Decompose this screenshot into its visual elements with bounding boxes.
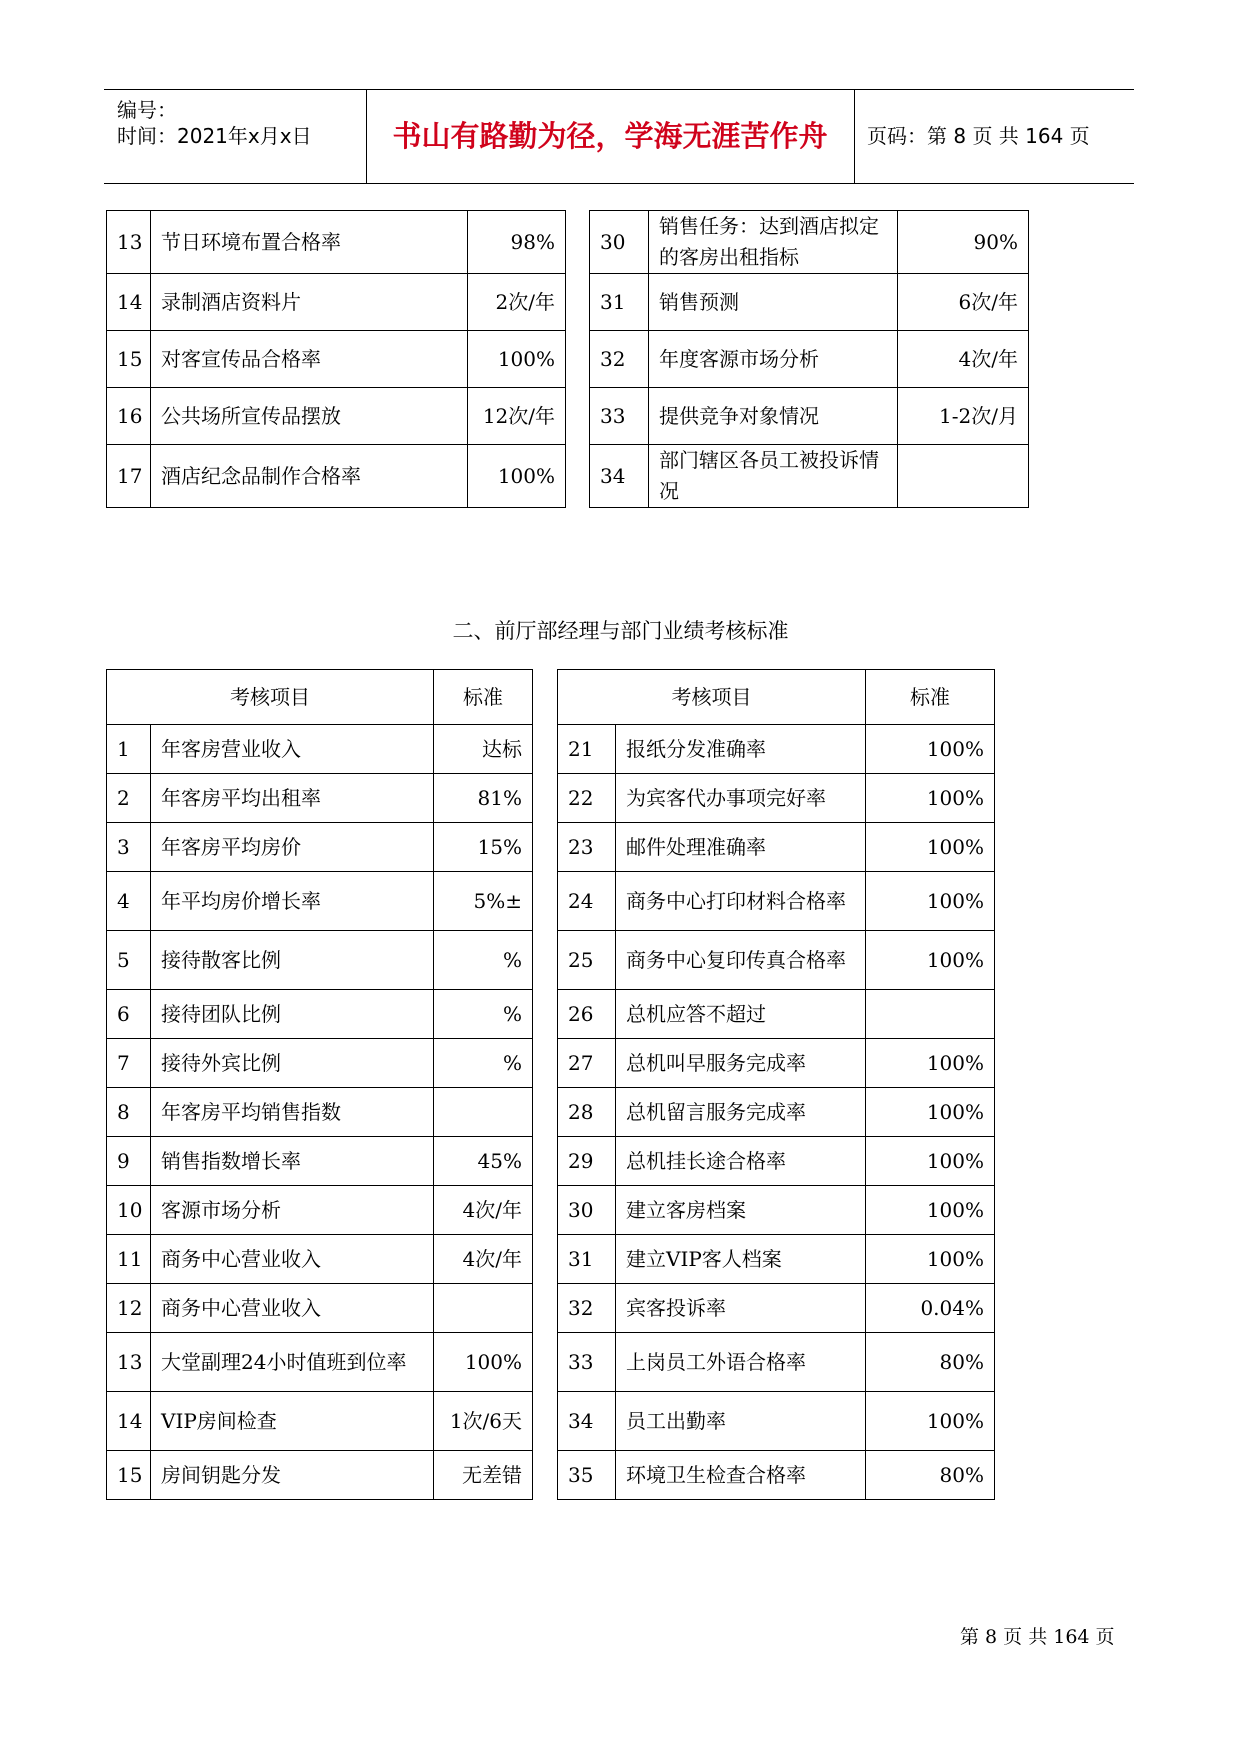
table-row (107, 1284, 995, 1333)
item-right: 员工出勤率 (616, 1392, 866, 1451)
section-title: 二、前厅部经理与部门业绩考核标准 (452, 619, 789, 643)
standard-left: 100% (434, 1333, 533, 1392)
column-gap (533, 990, 558, 1039)
item-right: 总机叫早服务完成率 (616, 1039, 866, 1088)
column-gap (533, 872, 558, 931)
item-right: 总机挂长途合格率 (616, 1137, 866, 1186)
row-number-right: 32 (558, 1284, 616, 1333)
standard-right: 80% (866, 1451, 995, 1500)
standard-left (434, 1088, 533, 1137)
item-right: 报纸分发准确率 (616, 725, 866, 774)
table-row (107, 1451, 995, 1500)
table-row (107, 445, 1029, 508)
table-row (107, 1088, 995, 1137)
column-gap (533, 725, 558, 774)
column-gap (533, 1137, 558, 1186)
item-left: 酒店纪念品制作合格率 (151, 445, 468, 508)
item-right: 商务中心打印材料合格率 (616, 872, 866, 931)
standard-left: 98% (468, 211, 566, 274)
table-row (107, 274, 1029, 331)
standard-right: 100% (866, 1392, 995, 1451)
number-label: 编号： (117, 98, 177, 122)
item-left: 节日环境布置合格率 (151, 211, 468, 274)
standard-right (866, 990, 995, 1039)
item-left: 大堂副理24小时值班到位率 (151, 1333, 434, 1392)
standard-right: 100% (866, 774, 995, 823)
standard-left: 2次/年 (468, 274, 566, 331)
row-number-left: 12 (107, 1284, 151, 1333)
row-number-left: 16 (107, 388, 151, 445)
column-gap (533, 1088, 558, 1137)
column-gap (533, 1451, 558, 1500)
table-row (107, 211, 1029, 274)
standard-right: 100% (866, 725, 995, 774)
column-gap (533, 1392, 558, 1451)
standard-right: 80% (866, 1333, 995, 1392)
row-number-left: 10 (107, 1186, 151, 1235)
standard-right: 4次/年 (898, 331, 1029, 388)
item-right: 邮件处理准确率 (616, 823, 866, 872)
row-number-right: 23 (558, 823, 616, 872)
row-number-left: 15 (107, 331, 151, 388)
table-row (107, 1392, 995, 1451)
row-number-right: 30 (558, 1186, 616, 1235)
row-number-right: 26 (558, 990, 616, 1039)
row-number-right: 35 (558, 1451, 616, 1500)
header-motto: 书山有路勤为径，学海无涯苦作舟 (392, 119, 828, 153)
table-row (107, 725, 995, 774)
item-right: 商务中心复印传真合格率 (616, 931, 866, 990)
item-left: 年客房平均出租率 (151, 774, 434, 823)
row-number-left: 11 (107, 1235, 151, 1284)
table-row (107, 931, 995, 990)
table-row (107, 990, 995, 1039)
kpi-table-continued (106, 210, 1029, 508)
item-left: 年客房平均销售指数 (151, 1088, 434, 1137)
item-right: 部门辖区各员工被投诉情况 (649, 445, 898, 508)
standard-right: 1-2次/月 (898, 388, 1029, 445)
header-meta (104, 90, 367, 183)
standard-left: 无差错 (434, 1451, 533, 1500)
standard-right: 100% (866, 823, 995, 872)
row-number-right: 22 (558, 774, 616, 823)
item-left: 年平均房价增长率 (151, 872, 434, 931)
item-left: 房间钥匙分发 (151, 1451, 434, 1500)
header-item-left: 考核项目 (107, 670, 434, 725)
standard-left: 达标 (434, 725, 533, 774)
item-left: 年客房营业收入 (151, 725, 434, 774)
header-std-left: 标准 (434, 670, 533, 725)
row-number-right: 31 (590, 274, 649, 331)
front-office-kpi-table (106, 669, 995, 1500)
standard-left: 15% (434, 823, 533, 872)
standard-left: 100% (468, 445, 566, 508)
table-row (107, 774, 995, 823)
standard-left (434, 1284, 533, 1333)
row-number-left: 17 (107, 445, 151, 508)
column-gap (533, 1284, 558, 1333)
row-number-right: 33 (558, 1333, 616, 1392)
item-right: 宾客投诉率 (616, 1284, 866, 1333)
standard-right: 100% (866, 1088, 995, 1137)
page-header (104, 89, 1134, 184)
standard-right: 100% (866, 1137, 995, 1186)
row-number-right: 31 (558, 1235, 616, 1284)
standard-right: 90% (898, 211, 1029, 274)
column-gap (533, 931, 558, 990)
column-gap (533, 823, 558, 872)
page-code: 页码：第 8 页 共 164 页 (867, 124, 1090, 148)
standard-left: 81% (434, 774, 533, 823)
standard-left: 100% (468, 331, 566, 388)
row-number-right: 21 (558, 725, 616, 774)
row-number-left: 7 (107, 1039, 151, 1088)
row-number-right: 29 (558, 1137, 616, 1186)
item-left: 对客宣传品合格率 (151, 331, 468, 388)
standard-right: 100% (866, 931, 995, 990)
header-page-code-cell (854, 90, 1135, 183)
row-number-right: 33 (590, 388, 649, 445)
table-row (107, 388, 1029, 445)
item-left: 接待外宾比例 (151, 1039, 434, 1088)
column-gap (533, 670, 558, 725)
item-left: 公共场所宣传品摆放 (151, 388, 468, 445)
row-number-right: 25 (558, 931, 616, 990)
column-gap (533, 1039, 558, 1088)
standard-right: 100% (866, 872, 995, 931)
standard-left: 45% (434, 1137, 533, 1186)
time-label: 时间：2021年x月x日 (117, 124, 312, 148)
row-number-right: 34 (558, 1392, 616, 1451)
table-row (107, 823, 995, 872)
row-number-right: 27 (558, 1039, 616, 1088)
item-left: 接待团队比例 (151, 990, 434, 1039)
header-item-right: 考核项目 (558, 670, 866, 725)
row-number-right: 34 (590, 445, 649, 508)
table-row (107, 1333, 995, 1392)
column-gap (533, 1235, 558, 1284)
standard-right: 100% (866, 1186, 995, 1235)
standard-right: 100% (866, 1235, 995, 1284)
standard-right: 0.04% (866, 1284, 995, 1333)
row-number-left: 9 (107, 1137, 151, 1186)
standard-left: % (434, 990, 533, 1039)
header-std-right: 标准 (866, 670, 995, 725)
table-row (107, 1039, 995, 1088)
standard-left: 5%± (434, 872, 533, 931)
item-left: 销售指数增长率 (151, 1137, 434, 1186)
row-number-left: 13 (107, 1333, 151, 1392)
column-gap (533, 1186, 558, 1235)
table-row (107, 331, 1029, 388)
row-number-left: 1 (107, 725, 151, 774)
row-number-right: 32 (590, 331, 649, 388)
standard-left: 12次/年 (468, 388, 566, 445)
standard-left: % (434, 1039, 533, 1088)
row-number-left: 4 (107, 872, 151, 931)
standard-right: 100% (866, 1039, 995, 1088)
item-left: 商务中心营业收入 (151, 1284, 434, 1333)
column-gap (566, 445, 590, 508)
item-right: 总机留言服务完成率 (616, 1088, 866, 1137)
item-right: 建立VIP客人档案 (616, 1235, 866, 1284)
standard-right (898, 445, 1029, 508)
standard-left: 4次/年 (434, 1186, 533, 1235)
column-gap (566, 388, 590, 445)
item-right: 为宾客代办事项完好率 (616, 774, 866, 823)
column-gap (533, 774, 558, 823)
item-right: 环境卫生检查合格率 (616, 1451, 866, 1500)
page-footer: 第 8 页 共 164 页 (960, 1626, 1115, 1648)
item-right: 年度客源市场分析 (649, 331, 898, 388)
column-gap (566, 331, 590, 388)
row-number-left: 14 (107, 274, 151, 331)
standard-left: 4次/年 (434, 1235, 533, 1284)
item-left: 接待散客比例 (151, 931, 434, 990)
table-row (107, 1137, 995, 1186)
table-row (107, 872, 995, 931)
item-left: VIP房间检查 (151, 1392, 434, 1451)
item-right: 建立客房档案 (616, 1186, 866, 1235)
row-number-left: 2 (107, 774, 151, 823)
standard-left: 1次/6天 (434, 1392, 533, 1451)
row-number-right: 30 (590, 211, 649, 274)
row-number-right: 28 (558, 1088, 616, 1137)
item-right: 提供竞争对象情况 (649, 388, 898, 445)
table-row (107, 1186, 995, 1235)
row-number-left: 15 (107, 1451, 151, 1500)
item-left: 客源市场分析 (151, 1186, 434, 1235)
item-right: 总机应答不超过 (616, 990, 866, 1039)
row-number-left: 14 (107, 1392, 151, 1451)
row-number-left: 8 (107, 1088, 151, 1137)
row-number-left: 5 (107, 931, 151, 990)
item-left: 商务中心营业收入 (151, 1235, 434, 1284)
row-number-left: 6 (107, 990, 151, 1039)
item-right: 上岗员工外语合格率 (616, 1333, 866, 1392)
item-left: 录制酒店资料片 (151, 274, 468, 331)
item-right: 销售任务：达到酒店拟定的客房出租指标 (649, 211, 898, 274)
column-gap (533, 1333, 558, 1392)
item-right: 销售预测 (649, 274, 898, 331)
column-gap (566, 211, 590, 274)
standard-left: % (434, 931, 533, 990)
table-header-row (107, 670, 995, 725)
table-row (107, 1235, 995, 1284)
row-number-left: 3 (107, 823, 151, 872)
row-number-left: 13 (107, 211, 151, 274)
column-gap (566, 274, 590, 331)
standard-right: 6次/年 (898, 274, 1029, 331)
item-left: 年客房平均房价 (151, 823, 434, 872)
row-number-right: 24 (558, 872, 616, 931)
